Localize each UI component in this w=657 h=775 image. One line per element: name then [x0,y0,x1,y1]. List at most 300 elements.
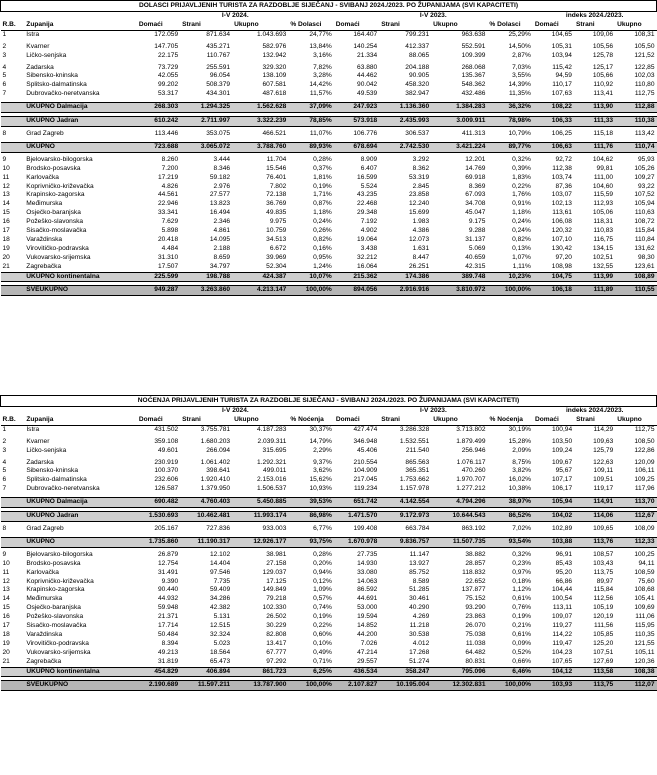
value-cell: 16.064 [357,262,378,270]
value-cell: 78,85% [288,117,333,127]
summary-row [1,103,657,113]
value-cell: 108,59 [634,568,655,576]
value-cell: 12.515 [209,622,231,630]
value-cell: 8,75% [512,458,531,466]
value-cell: 723.688 [137,142,180,152]
value-cell: 113.446 [154,129,179,137]
value-cell: 45.047 [465,209,486,217]
row-number: 17 [2,622,10,630]
county-name: Grad Zagreb [26,129,64,137]
value-cell: 106,33 [533,117,574,127]
value-cell: 10.195.004 [379,681,431,691]
value-cell: 217.045 [353,476,378,484]
value-cell: 140.254 [353,42,378,50]
county-name: Dubrovačko-neretvanska [26,485,100,493]
value-cell: 3.322.239 [232,117,288,127]
value-cell: 1.136.360 [379,103,431,113]
column-header: Ukupno [615,21,656,30]
value-cell: 118,31 [593,218,614,226]
value-cell: 36,32% [487,103,532,113]
value-cell: 100,94 [551,425,573,433]
value-cell: 210.554 [353,458,378,466]
value-cell: 109,06 [592,30,614,38]
table-title-row [1,1,657,12]
value-cell: 1.631 [412,244,430,252]
value-cell: 1.532.551 [399,437,430,445]
value-cell: 112,38 [552,164,572,172]
value-cell: 7.802 [269,182,287,190]
value-cell: 109,67 [551,458,573,466]
table-row [1,245,657,254]
value-cell: 20.418 [157,235,179,243]
value-cell: 127,69 [593,657,614,665]
table-row [1,209,657,218]
value-cell: 120,36 [634,657,655,665]
value-cell: 106.776 [353,129,378,137]
value-cell: 13.787.900 [232,681,288,691]
value-cell: 96,91 [555,550,573,558]
column-header: Domaći [334,21,379,30]
value-cell: 3.065.072 [180,142,232,152]
value-cell: 508.379 [206,81,231,89]
value-cell: 119,27 [552,622,573,630]
row-number: 19 [2,639,10,647]
value-cell: 0,28% [313,550,332,558]
value-cell: 3.713.802 [456,425,486,433]
value-cell: 0,26% [313,227,332,235]
column-header: Strani [574,21,615,30]
value-cell: 112,07 [615,681,656,691]
county-name: Vukovarsko-srijemska [26,253,91,261]
value-cell: 172.059 [154,30,179,38]
value-cell: 67.777 [266,648,287,656]
value-cell: 7.192 [360,218,378,226]
value-cell: 82.808 [266,630,287,638]
value-cell: 14.852 [357,622,378,630]
county-name: Sisačko-moslavačka [26,622,87,630]
column-header: Strani [574,416,615,425]
row-number: 12 [2,577,10,585]
county-name: Zadarska [26,63,54,71]
table-row [1,263,657,272]
row-number: 11 [2,173,10,181]
value-cell: 6,25% [288,667,333,677]
value-cell: 268.068 [461,63,486,71]
value-cell: 268.303 [137,103,180,113]
value-cell: 16,02% [508,476,531,484]
county-name: Krapinsko-zagorska [26,191,85,199]
value-cell: 424.387 [232,272,288,282]
value-cell: 3.421.224 [431,142,487,152]
value-cell: 12.754 [157,559,179,567]
value-cell: 30.229 [266,622,287,630]
table-title: NOĆENJA PRIJAVLJENIH TURISTA ZA RAZDOBLJE SIJEČANJ - SVIBANJ 2024./2023. PO ŽUPANIJAMA (SVI KAPACITETI) [1,396,657,407]
value-cell: 111,56 [594,622,614,630]
table-row [1,52,657,61]
value-cell: 7.629 [161,218,179,226]
value-cell: 651.742 [334,498,379,508]
value-cell: 92,72 [555,155,572,163]
value-cell: 11.993.174 [232,512,288,522]
value-cell: 34.513 [266,235,287,243]
value-cell: 109,07 [551,613,573,621]
value-cell: 116,75 [593,235,614,243]
period-header-row [1,12,657,21]
value-cell: 113,41 [593,90,614,98]
value-cell: 51.285 [409,586,430,594]
row-number: 4 [2,63,7,71]
row-number [1,512,25,522]
value-cell: 7,02% [512,524,531,532]
value-cell: 21.334 [357,51,378,59]
table-row [1,165,657,174]
value-cell: 110,63 [634,209,655,217]
column-header-row [1,21,657,30]
county-name: Šibensko-kninska [26,467,78,475]
value-cell: 11.038 [465,639,486,647]
value-cell: 5.023 [213,639,231,647]
value-cell: 0,20% [313,559,332,567]
value-cell: 106,11 [634,467,655,475]
row-number: 16 [2,218,10,226]
value-cell: 199.408 [353,524,378,532]
value-cell: 5.898 [161,227,179,235]
value-cell: 104,65 [551,30,572,38]
table-row [1,551,657,560]
value-cell: 106,18 [533,286,574,296]
county-name: Brodsko-posavska [26,559,81,567]
row-number: 15 [2,209,10,217]
county-name: Virovitičko-podravska [26,639,89,647]
row-number: 14 [2,595,10,603]
value-cell: 118.832 [462,568,486,576]
table-row [1,174,657,183]
county-name: Zagrebačka [26,262,62,270]
county-name: UKUPNO kontinentalna [24,667,137,677]
value-cell: 89,77% [487,142,532,152]
value-cell: 11.218 [409,622,430,630]
value-cell: 47.214 [357,648,378,656]
summary-row [1,272,657,282]
table-row [1,485,657,494]
table-row [1,459,657,468]
value-cell: 104,44 [551,586,573,594]
value-cell: 147.705 [154,42,179,50]
value-cell: 22.468 [357,200,378,208]
value-cell: 4.861 [213,227,231,235]
value-cell: 2,29% [313,446,332,454]
column-header-row [1,416,657,425]
column-header: Ukupno [232,416,288,425]
column-header: Domaći [137,416,180,425]
value-cell: 2.188 [213,244,231,252]
value-cell: 1.879.499 [456,437,486,445]
value-cell: 115,18 [593,129,614,137]
value-cell: 107,51 [593,648,614,656]
value-cell: 14.095 [209,235,231,243]
column-header: Ukupno [431,21,487,30]
value-cell: 108,68 [634,586,655,594]
table-row [1,30,657,39]
county-name: UKUPNO Jadran [24,117,137,127]
value-cell: 107,65 [551,657,573,665]
value-cell: 0,19% [313,182,332,190]
value-cell: 8.362 [412,164,430,172]
value-cell: 102,51 [592,253,614,261]
value-cell: 0,82% [313,235,332,243]
value-cell: 40.290 [409,604,430,612]
row-number: 17 [2,227,10,235]
value-cell: 109,25 [634,476,655,484]
value-cell: 10,38% [508,485,531,493]
value-cell: 0,22% [313,622,332,630]
table-row [1,218,657,227]
value-cell: 3.438 [360,244,378,252]
value-cell: 103,74 [551,173,572,181]
value-cell: 431.502 [154,425,179,433]
county-name: Požeško-slavonska [26,218,84,226]
county-name: Zadarska [26,458,54,466]
value-cell: 1,83% [512,173,531,181]
column-header: Županija [24,416,137,425]
value-cell: 9.172.973 [379,512,431,522]
value-cell: 111,00 [593,173,614,181]
value-cell: 111,33 [574,117,615,127]
value-cell: 49.601 [157,446,179,454]
row-number: 2 [2,42,7,50]
value-cell: 12.926.177 [232,537,288,547]
value-cell: 5.069 [468,244,486,252]
value-cell: 12.102 [209,550,231,558]
value-cell: 690.482 [137,498,180,508]
row-number: 8 [2,524,7,532]
value-cell: 121,52 [634,51,655,59]
value-cell: 23.858 [408,191,430,199]
value-cell: 610.242 [137,117,180,127]
value-cell: 42.382 [209,604,231,612]
value-cell: 117,96 [634,485,655,493]
value-cell: 2.039.311 [257,437,287,445]
value-cell: 24,77% [309,30,332,38]
overnights-section [0,395,657,691]
county-name: UKUPNO Dalmacija [24,498,137,508]
value-cell: 112,75 [634,425,655,433]
value-cell: 22.946 [157,200,179,208]
value-cell: 17.125 [266,577,287,585]
table-row [1,156,657,165]
row-number: 12 [2,182,10,190]
period-header-row [1,407,657,416]
summary-row [1,117,657,127]
value-cell: 315.695 [262,446,287,454]
value-cell: 113,61 [552,209,572,217]
value-cell: 247.923 [334,103,379,113]
table-row [1,130,657,139]
value-cell: 8.447 [412,253,430,261]
value-cell: 76.401 [266,173,287,181]
value-cell: 111,76 [574,142,615,152]
value-cell: 3.009.911 [431,117,487,127]
value-cell: 9.975 [269,218,287,226]
value-cell: 33.080 [357,568,378,576]
row-number: 6 [2,81,7,89]
row-number: 3 [2,51,7,59]
value-cell: 39.969 [266,253,287,261]
value-cell: 2.346 [213,218,231,226]
value-cell: 31.137 [465,235,486,243]
value-cell: 0,16% [313,244,332,252]
value-cell: 120,19 [593,613,614,621]
value-cell: 80.831 [465,657,486,665]
value-cell: 0,19% [313,613,332,621]
table-row [1,81,657,90]
value-cell: 105,85 [593,630,614,638]
value-cell: 3,28% [313,72,332,80]
value-cell: 38.882 [465,550,486,558]
row-number: 13 [2,586,10,594]
index-label: indeks 2024./2023. [565,407,624,414]
value-cell: 1.379.950 [200,485,231,493]
value-cell: 306.537 [405,129,430,137]
value-cell: 22.175 [157,51,179,59]
value-cell: 10,79% [508,129,531,137]
value-cell: 102.330 [262,604,287,612]
index-label: indeks 2024./2023. [565,12,624,19]
value-cell: 4.386 [412,227,430,235]
value-cell: 8.589 [412,577,430,585]
value-cell: 582.976 [262,42,287,50]
value-cell: 7.200 [161,164,179,172]
value-cell: 75,60 [637,577,655,585]
value-cell: 26.502 [266,613,287,621]
value-cell: 12.302.831 [431,681,487,691]
value-cell: 114,91 [574,498,615,508]
period2-label: I-V 2023. [420,407,447,414]
value-cell: 14.063 [357,577,378,585]
value-cell: 0,18% [512,577,531,585]
county-name: Bjelovarsko-bilogorska [26,550,93,558]
value-cell: 4.794.296 [431,498,487,508]
summary-row [1,512,657,522]
value-cell: 109,65 [593,524,614,532]
row-number [1,667,25,677]
column-header: Ukupno [431,416,487,425]
value-cell: 111,06 [635,613,655,621]
value-cell: 102,13 [551,200,572,208]
value-cell: 865.563 [405,458,430,466]
value-cell: 112,56 [593,595,614,603]
value-cell: 3.444 [213,155,231,163]
value-cell: 1.471.570 [334,512,379,522]
table-row [1,236,657,245]
value-cell: 435.271 [206,42,231,50]
value-cell: 64.482 [465,648,486,656]
value-cell: 129.037 [262,568,287,576]
value-cell: 75.152 [465,595,486,603]
overnights-table [0,395,657,691]
value-cell: 1,71% [313,191,332,199]
value-cell: 109,63 [593,437,614,445]
value-cell: 125,20 [593,639,614,647]
value-cell: 2.107.827 [334,681,379,691]
value-cell: 434.301 [206,90,231,98]
value-cell: 10.759 [266,227,287,235]
value-cell: 607.581 [262,81,287,89]
value-cell: 17.714 [157,622,179,630]
value-cell: 31.310 [157,253,179,261]
value-cell: 112,88 [615,103,656,113]
county-name: Karlovačka [26,568,59,576]
value-cell: 114,29 [593,425,614,433]
table-row [1,604,657,613]
value-cell: 105,26 [634,164,655,172]
county-name: Osječko-baranjska [26,209,81,217]
value-cell: 359.108 [154,437,179,445]
value-cell: 3.788.760 [232,142,288,152]
value-cell: 0,52% [512,648,531,656]
value-cell: 10.644.543 [431,512,487,522]
value-cell: 573.918 [334,117,379,127]
table-row [1,560,657,569]
value-cell: 23.863 [465,613,486,621]
value-cell: 861.723 [232,667,288,677]
value-cell: 43.235 [357,191,378,199]
value-cell: 119.234 [353,485,378,493]
value-cell: 0,87% [313,200,332,208]
value-cell: 1,07% [512,253,531,261]
table-row [1,191,657,200]
value-cell: 32.212 [357,253,378,261]
value-cell: 120,09 [634,458,655,466]
row-number: 1 [2,425,7,433]
value-cell: 107,52 [634,191,655,199]
value-cell: 0,19% [512,613,531,621]
value-cell: 12.240 [408,200,430,208]
table-row [1,183,657,192]
value-cell: 346.948 [353,437,378,445]
row-number [1,103,25,113]
value-cell: 53.000 [357,604,378,612]
table-row [1,622,657,631]
value-cell: 94,59 [555,72,572,80]
value-cell: 113,90 [574,103,615,113]
value-cell: 1,24% [313,262,332,270]
value-cell: 13.417 [266,639,287,647]
value-cell: 78,98% [487,117,532,127]
county-name: UKUPNO [24,537,137,547]
value-cell: 132,55 [592,262,614,270]
value-cell: 1.157.978 [399,485,430,493]
value-cell: 103,88 [533,537,574,547]
row-number: 9 [2,550,7,558]
value-cell: 2.976 [213,182,231,190]
value-cell: 2.435.993 [379,117,431,127]
arrivals-section [0,0,657,296]
period1-label: I-V 2024. [221,407,249,414]
value-cell: 149.849 [262,586,287,594]
arrivals-table [0,0,657,296]
value-cell: 0,10% [313,639,332,647]
value-cell: 40.659 [465,253,486,261]
value-cell: 205.167 [154,524,179,532]
value-cell: 52.304 [266,262,287,270]
value-cell: 44.200 [357,630,378,638]
value-cell: 108,09 [634,524,655,532]
value-cell: 1.562.628 [232,103,288,113]
value-cell: 256.946 [461,446,486,454]
value-cell: 436.534 [334,667,379,677]
row-number: 10 [2,559,10,567]
